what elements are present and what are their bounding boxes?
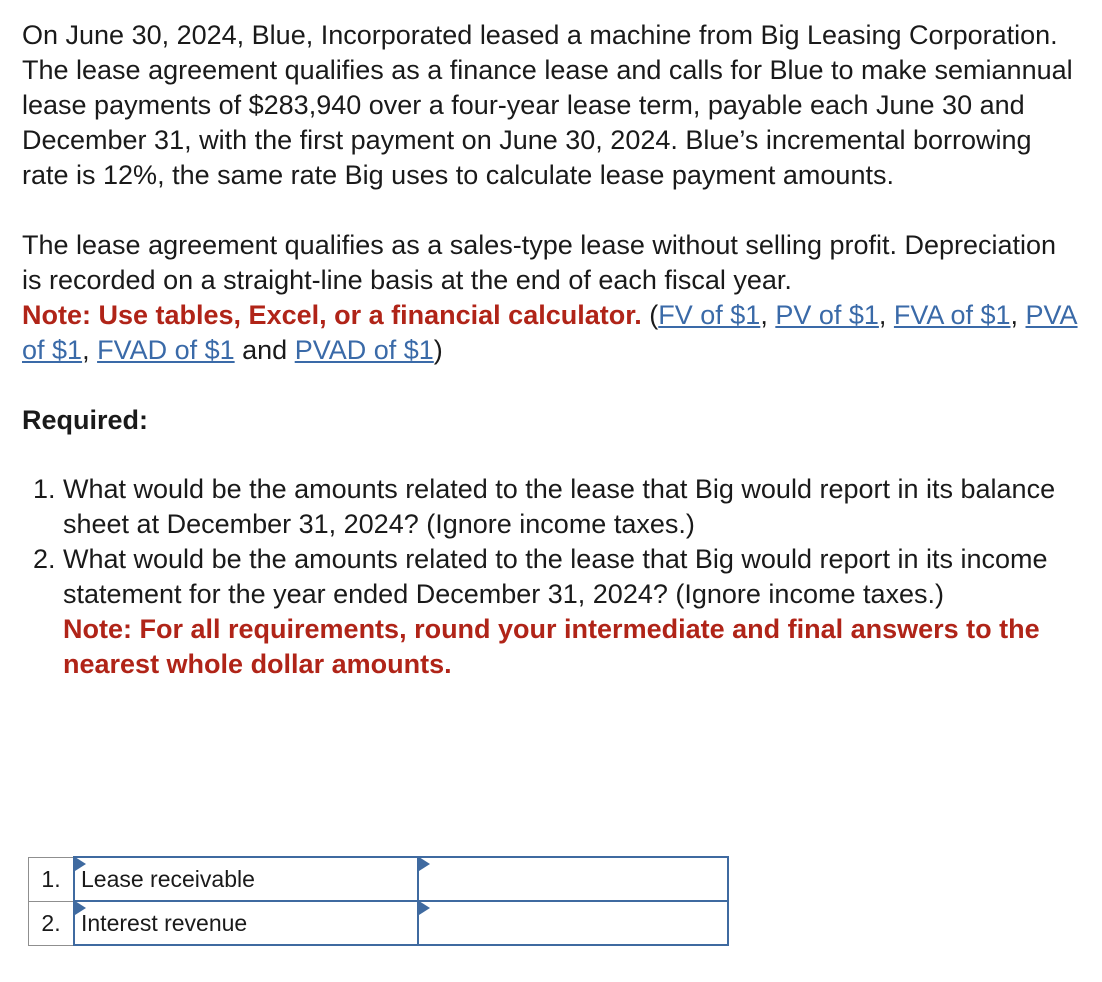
row-number: 1. bbox=[29, 857, 75, 901]
interest-revenue-label-cell[interactable] bbox=[74, 901, 418, 945]
required-heading: Required: bbox=[22, 405, 149, 435]
separator: , bbox=[760, 300, 776, 330]
fvad-of-1-link[interactable]: FVAD of $1 bbox=[97, 335, 235, 365]
input-marker-icon bbox=[419, 857, 430, 871]
separator: , bbox=[1010, 300, 1026, 330]
problem-paragraph-1: On June 30, 2024, Blue, Incorporated leased a machine from Big Leasing Corporation. The lease agreement qualifies as a finance lease and calls for Blue to make semiannual lease payments of $283,940 over a four-year lease term, payable each June 30 and December 31, with the first payment on June 30, 2024. Blue’s incremental borrowing rate is 12%, the same rate Big uses to calculate lease payment amounts. bbox=[22, 20, 1073, 190]
pva-of-1-link[interactable]: PVA of $1 bbox=[22, 300, 1078, 365]
lease-receivable-input[interactable] bbox=[418, 857, 728, 901]
dropdown-marker-icon bbox=[75, 901, 86, 915]
open-paren: ( bbox=[649, 300, 659, 330]
requirement-text: What would be the amounts related to the lease that Big would report in its income statement for the year ended December 31, 2024? (Ignore income taxes.) bbox=[63, 544, 1048, 609]
row-number: 2. bbox=[29, 901, 75, 945]
close-paren: ) bbox=[433, 335, 443, 365]
rounding-note: Note: For all requirements, round your intermediate and final answers to the nearest whole dollar amounts. bbox=[63, 614, 1040, 679]
requirement-item bbox=[22, 542, 1082, 612]
and-word: and bbox=[234, 335, 295, 365]
problem-content bbox=[22, 18, 1082, 682]
lease-receivable-label-cell[interactable] bbox=[74, 857, 418, 901]
requirement-item bbox=[22, 472, 1082, 542]
pvad-of-1-link[interactable]: PVAD of $1 bbox=[294, 335, 434, 365]
row-label: Lease receivable bbox=[81, 865, 255, 892]
table-row bbox=[29, 901, 729, 945]
pv-of-1-link[interactable]: PV of $1 bbox=[775, 300, 879, 330]
requirement-text: What would be the amounts related to the lease that Big would report in its balance sheet at December 31, 2024? (Ignore income taxes.) bbox=[63, 474, 1056, 539]
tables-note bbox=[22, 298, 1082, 368]
problem-paragraph-2: The lease agreement qualifies as a sales-type lease without selling profit. Depreciation is recorded on a straight-line basis at the end of each fiscal year. bbox=[22, 230, 1057, 295]
input-marker-icon bbox=[419, 901, 430, 915]
separator: , bbox=[82, 335, 98, 365]
interest-revenue-input[interactable] bbox=[418, 901, 728, 945]
table-row bbox=[29, 857, 729, 901]
answer-table bbox=[28, 856, 729, 946]
fv-of-1-link[interactable]: FV of $1 bbox=[658, 300, 761, 330]
separator: , bbox=[878, 300, 894, 330]
dropdown-marker-icon bbox=[75, 857, 86, 871]
requirement-number: 2. bbox=[33, 544, 56, 574]
requirement-number: 1. bbox=[33, 474, 56, 504]
row-label: Interest revenue bbox=[81, 909, 248, 936]
note-label: Note: Use tables, Excel, or a financial calculator. bbox=[22, 300, 642, 330]
requirements-list bbox=[22, 472, 1082, 612]
fva-of-1-link[interactable]: FVA of $1 bbox=[893, 300, 1011, 330]
